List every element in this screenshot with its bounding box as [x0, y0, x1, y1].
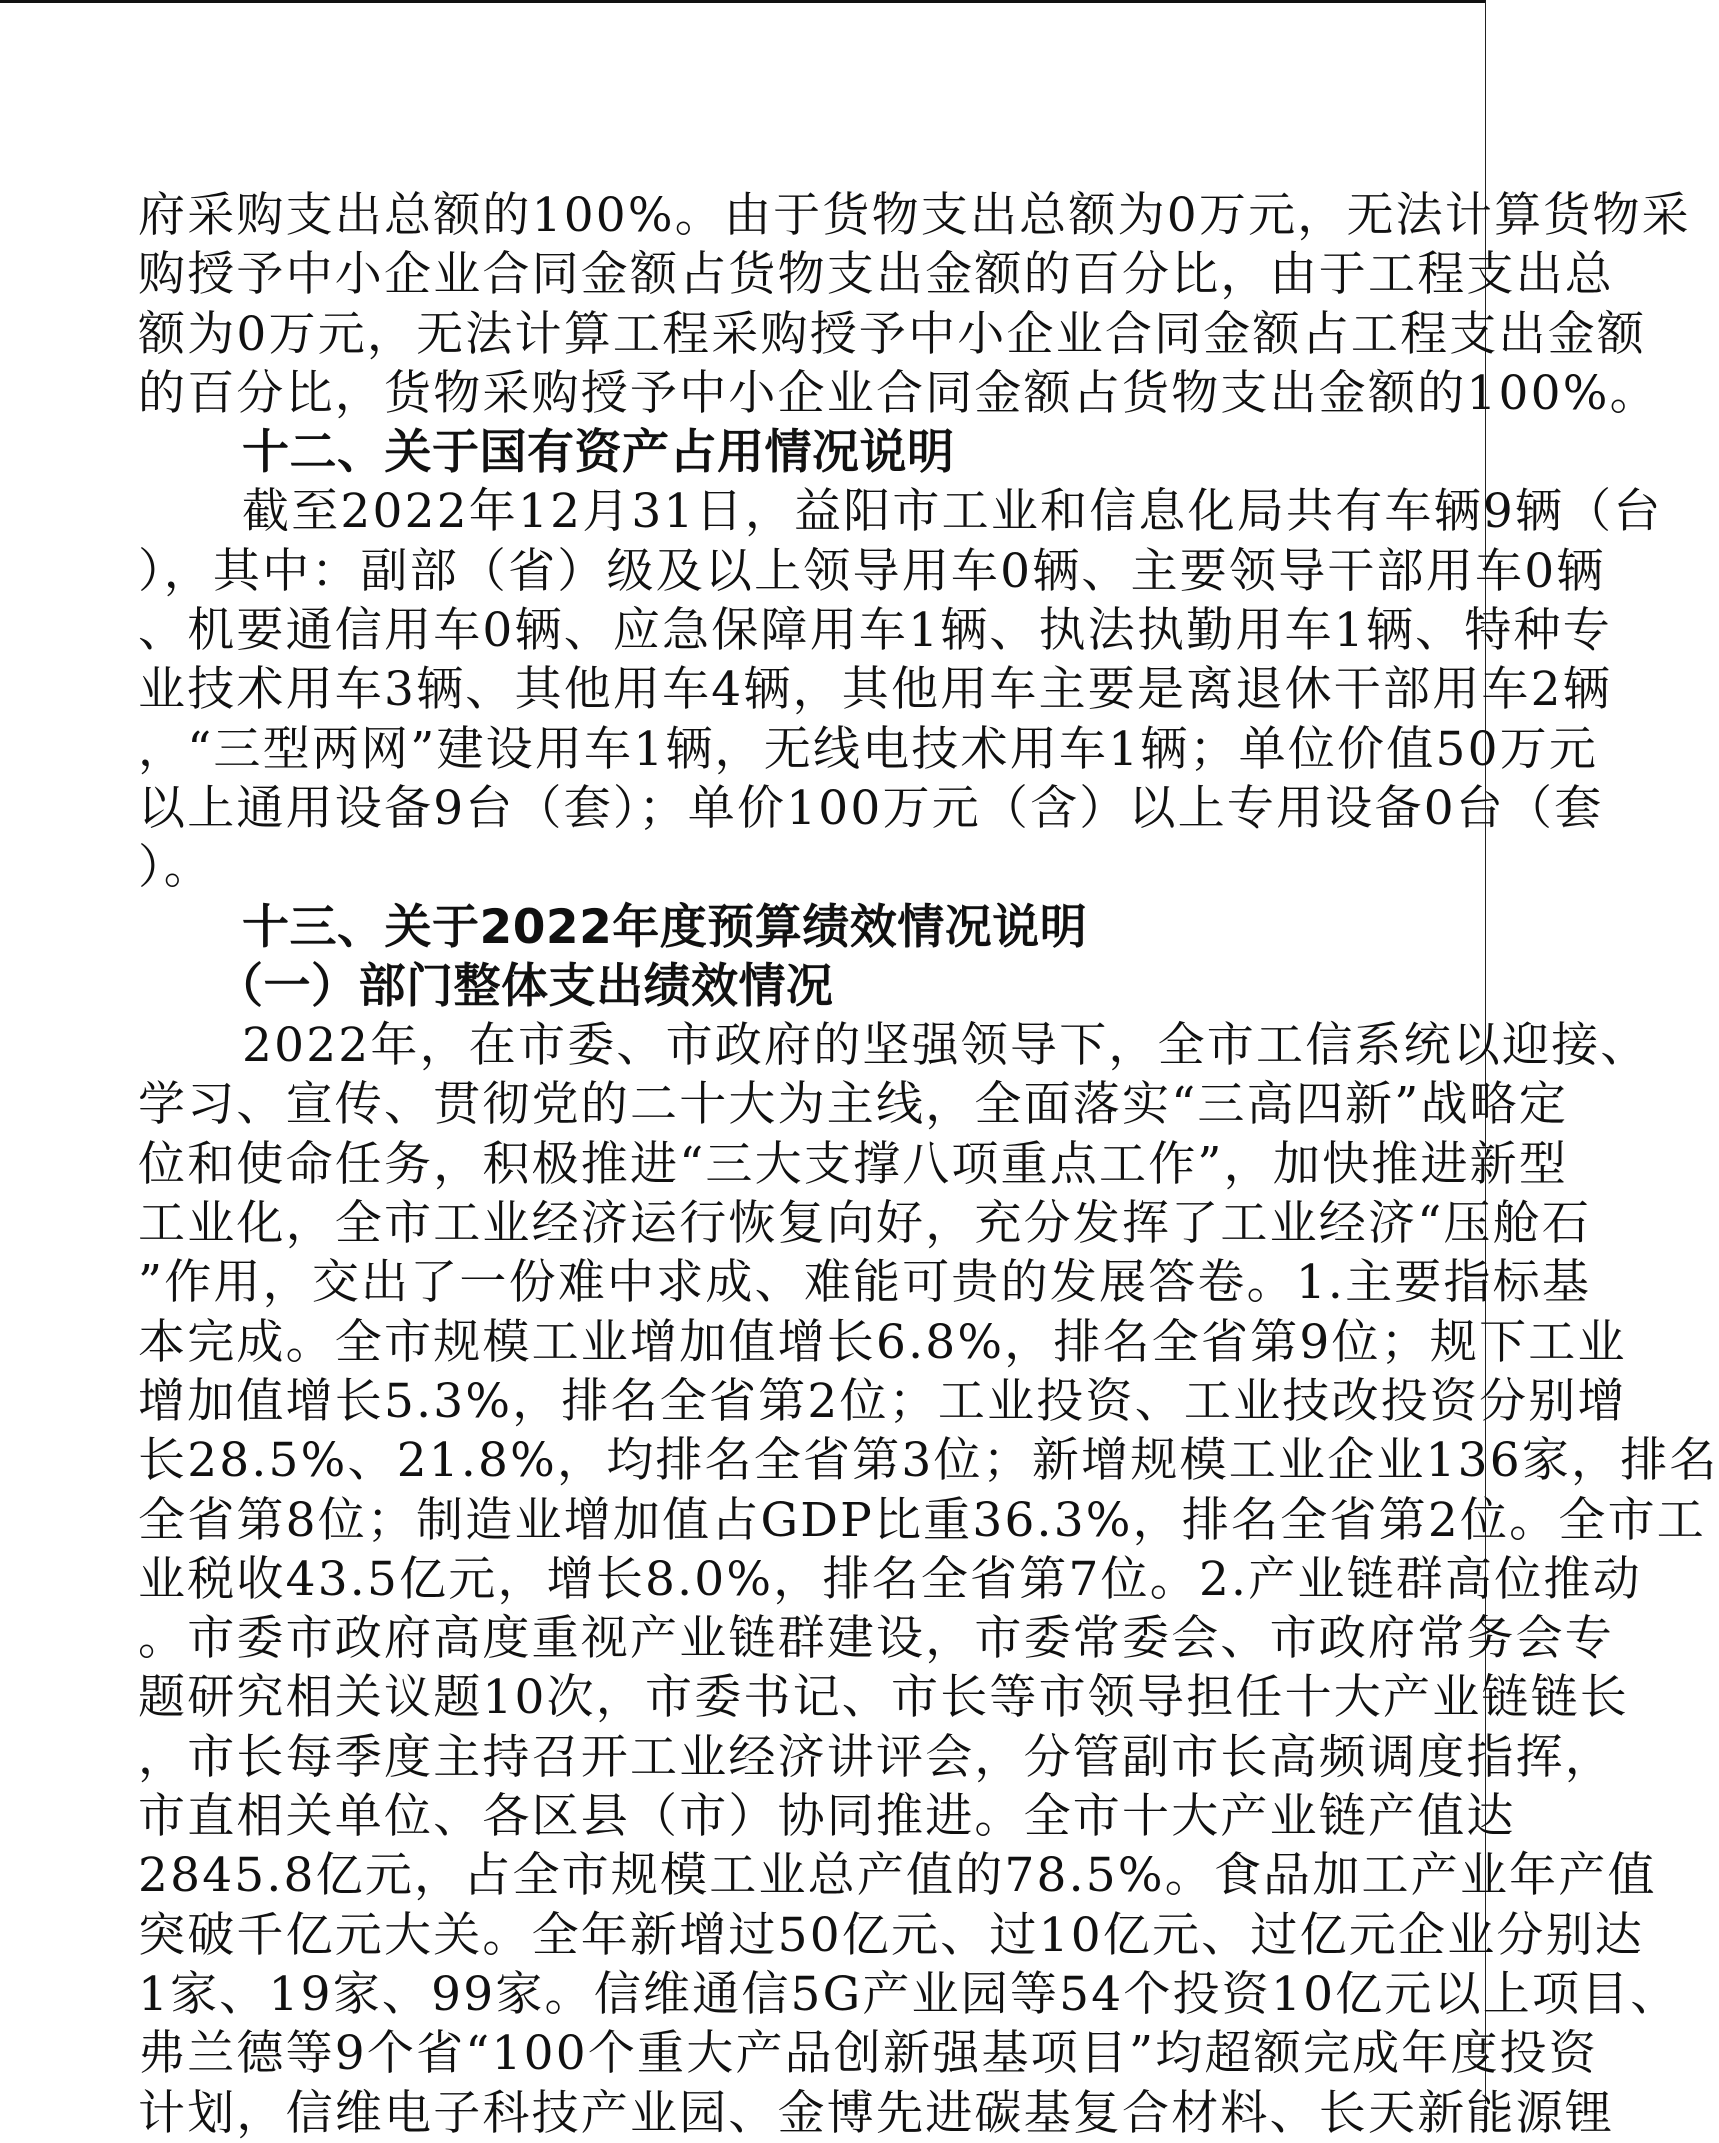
subsection-heading: （一）部门整体支出绩效情况: [216, 958, 834, 1014]
text-line: ”作用，交出了一份难中求成、难能可贵的发展答卷。1.主要指标基: [138, 1255, 1592, 1311]
text-line: 市直相关单位、各区县（市）协同推进。全市十大产业链产值达: [138, 1789, 1516, 1845]
text-line: 。市委市政府高度重视产业链群建设，市委常委会、市政府常务会专: [138, 1611, 1614, 1667]
text-line: 增加值增长5.3%，排名全省第2位；工业投资、工业技改投资分别增: [138, 1373, 1627, 1429]
text-line: 业技术用车3辆、其他用车4辆，其他用车主要是离退休干部用车2辆: [138, 662, 1612, 718]
section-heading-12: 十二、关于国有资产占用情况说明: [242, 425, 955, 481]
text-line: ）。: [138, 840, 213, 896]
section-heading-13: 十三、关于2022年度预算绩效情况说明: [242, 899, 1088, 955]
text-line: 购授予中小企业合同金额占货物支出金额的百分比，由于工程支出总: [138, 247, 1614, 303]
text-line: 以上通用设备9台（套）；单价100万元（含）以上专用设备0台（套: [138, 780, 1604, 836]
text-line: 额为0万元，无法计算工程采购授予中小企业合同金额占工程支出金额: [138, 306, 1647, 362]
text-line: 学习、宣传、贯彻党的二十大为主线，全面落实“三高四新”战略定: [138, 1077, 1569, 1133]
text-line: 弗兰德等9个省“100个重大产品创新强基项目”均超额完成年度投资: [138, 2026, 1599, 2082]
text-line: ，“三型两网”建设用车1辆，无线电技术用车1辆；单位价值50万元: [138, 721, 1599, 777]
text-line: 1家、19家、99家。信维通信5G产业园等54个投资10亿元以上项目、: [138, 1966, 1680, 2022]
text-line: ，市长每季度主持召开工业经济讲评会，分管副市长高频调度指挥，: [138, 1729, 1614, 1785]
text-line: 的百分比，货物采购授予中小企业合同金额占货物支出金额的100%。: [138, 365, 1659, 421]
text-line: 府采购支出总额的100%。由于货物支出总额为0万元，无法计算货物采: [138, 188, 1691, 243]
text-line: 全省第8位；制造业增加值占GDP比重36.3%，排名全省第2位。全市工: [138, 1492, 1706, 1548]
text-line: 位和使命任务，积极推进“三大支撑八项重点工作”，加快推进新型: [138, 1136, 1569, 1192]
text-line: 截至2022年12月31日，益阳市工业和信息化局共有车辆9辆（台: [242, 484, 1663, 540]
text-line: 本完成。全市规模工业增加值增长6.8%，排名全省第9位；规下工业: [138, 1314, 1627, 1370]
text-line: 2022年，在市委、市政府的坚强领导下，全市工信系统以迎接、: [242, 1018, 1650, 1074]
text-line: 题研究相关议题10次，市委书记、市长等市领导担任十大产业链链长: [138, 1670, 1630, 1726]
text-line: 突破千亿元大关。全年新增过50亿元、过10亿元、过亿元企业分别达: [138, 1907, 1645, 1963]
text-line: 计划，信维电子科技产业园、金博先进碳基复合材料、长天新能源锂: [138, 2085, 1614, 2141]
text-line: 长28.5%、21.8%，均排名全省第3位；新增规模工业企业136家，排名: [138, 1433, 1719, 1489]
text-line: 2845.8亿元，占全市规模工业总产值的78.5%。食品加工产业年产值: [138, 1848, 1657, 1904]
text-line: 、机要通信用车0辆、应急保障用车1辆、执法执勤用车1辆、特种专: [138, 603, 1612, 659]
text-line: 业税收43.5亿元，增长8.0%，排名全省第7位。2.产业链群高位推动: [138, 1551, 1642, 1607]
document-body: [138, 186, 1719, 2143]
text-line: ），其中：副部（省）级及以上领导用车0辆、主要领导干部用车0辆: [138, 543, 1606, 599]
text-line: 工业化，全市工业经济运行恢复向好，充分发挥了工业经济“压舱石: [138, 1196, 1592, 1252]
